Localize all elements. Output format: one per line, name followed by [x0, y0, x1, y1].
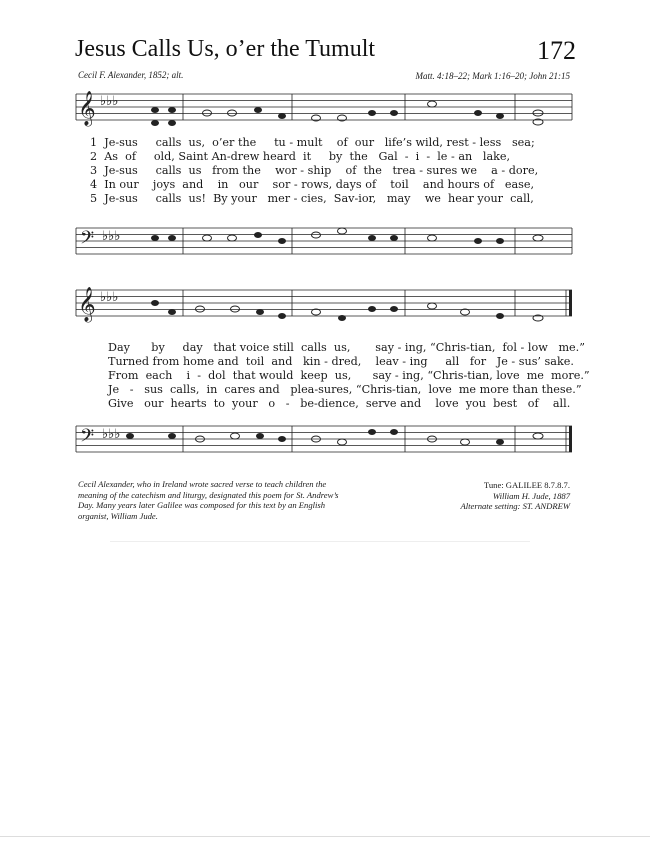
verse-line: 4 In our joys and in our sor - rows, days of toil and hours of ease, [90, 178, 535, 191]
bass-clef-icon: 𝄢 [80, 228, 95, 253]
verse-line: Je - sus calls, in cares and plea-sures, “Chris-tian, love me more than these.” [108, 383, 582, 396]
tune-info [461, 480, 570, 512]
verses-system-1 [90, 136, 590, 206]
verse-line: 3 Je-sus calls us from the wor - ship of the trea - sures we a - dore, [90, 164, 539, 177]
verse-line: Give our hearts to your o - be-dience, serve and love you best of all. [108, 397, 571, 410]
treble-clef-icon: 𝄞 [78, 91, 96, 126]
page-edge [0, 836, 650, 837]
scripture-reference: Matt. 4:18–22; Mark 1:16–20; John 21:15 [415, 71, 570, 81]
tune-composer: William H. Jude, 1887 [492, 490, 570, 501]
bass-staff-1 [0, 220, 650, 270]
tune-name: Tune: GALILEE 8.7.8.7. [483, 480, 570, 490]
verse-line: From each i - dol that would keep us, say - ing, “Chris-tian, love me more.” [108, 369, 590, 382]
svg-text:♭♭♭: ♭♭♭ [102, 229, 121, 244]
verse-line: 5 Je-sus calls us! By your mer - cies, Sav-ior, may we hear your call, [90, 192, 534, 205]
hymn-background-note: Cecil Alexander, who in Ireland wrote sacred verse to teach children the meaning of the catechism and liturgy, designated this poem for St. Andrew’s Day. Many years later Galilee was composed for this text by an English organist, William Jude. [78, 479, 339, 521]
verse-line: 1 Je-sus calls us, o’er the tu - mult of our life’s wild, rest - less sea; [90, 136, 535, 149]
verse-line: Day by day that voice still calls us, say - ing, “Chris-tian, fol - low me.” [108, 341, 585, 354]
svg-text:♭♭♭: ♭♭♭ [100, 94, 119, 109]
verse-line: 2 As of old, Saint An-drew heard it by the Gal - i - le - an lake, [90, 150, 511, 163]
svg-text:♭♭♭: ♭♭♭ [102, 427, 121, 442]
bass-staff-2 [0, 420, 650, 470]
svg-text:♭♭♭: ♭♭♭ [100, 290, 119, 305]
verses-system-2 [108, 341, 608, 411]
treble-clef-icon: 𝄞 [78, 287, 96, 322]
alternate-setting: Alternate setting: ST. ANDREW [460, 501, 570, 511]
hymn-title: Jesus Calls Us, o’er the Tumult [75, 36, 376, 62]
author-credit: Cecil F. Alexander, 1852; alt. [78, 70, 184, 80]
treble-staff-2 [0, 282, 650, 342]
divider [110, 541, 530, 542]
verse-line: Turned from home and toil and kin - dred, leav - ing all for Je - sus’ sake. [108, 355, 574, 368]
bass-clef-icon: 𝄢 [80, 426, 95, 451]
hymn-number: 172 [537, 36, 576, 65]
